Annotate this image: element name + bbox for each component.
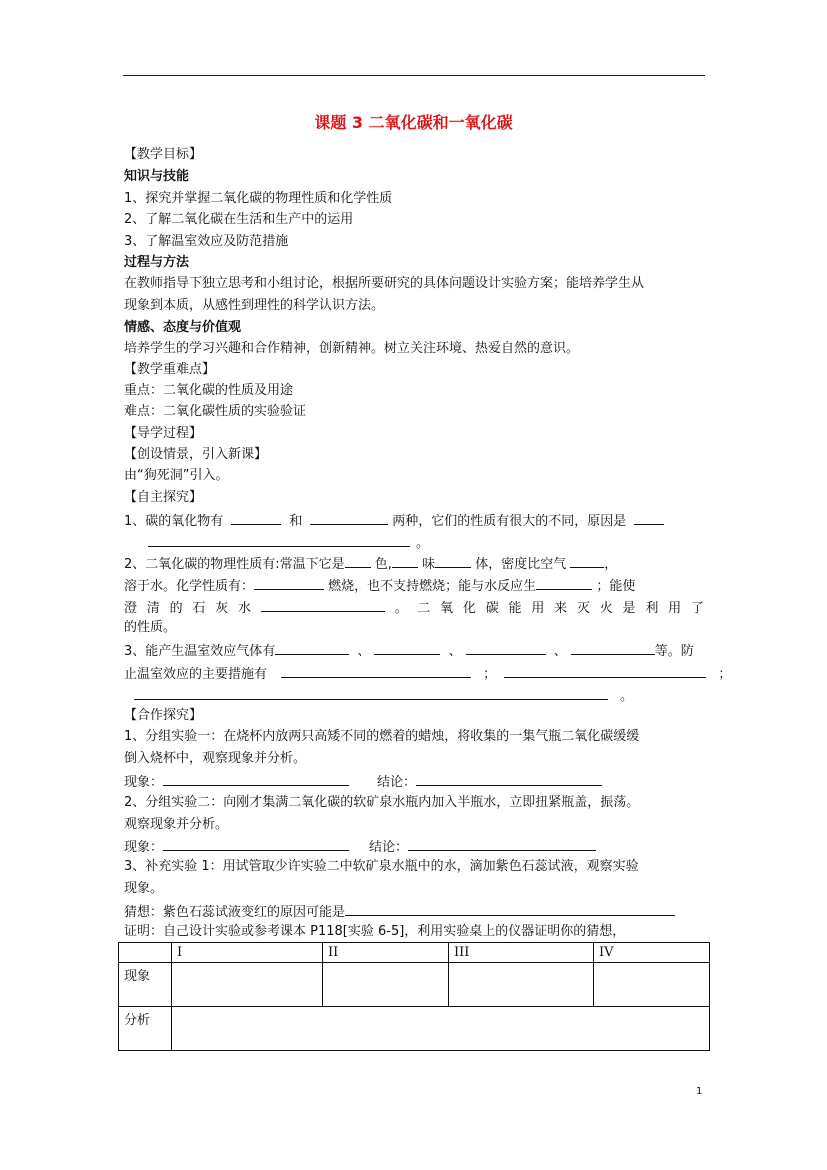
table-header-cell: IV — [594, 943, 710, 963]
experiment-1-result: 现象： 结论： — [124, 772, 602, 792]
experiment-2-line-2: 观察现象并分析。 — [124, 817, 229, 832]
question-2-line-2: 溶于水。化学性质有： 燃烧，也不支持燃烧；能与水反应生 ；能使 — [124, 576, 635, 596]
blank[interactable] — [392, 554, 418, 568]
blank[interactable] — [261, 598, 385, 612]
experiment-1-line-1: 1、分组实验一：在烧杯内放两只高矮不同的燃着的蜡烛，将收集的一集气瓶二氧化碳缓缓 — [124, 729, 640, 744]
objectives-heading: 【教学目标】 — [124, 147, 203, 162]
question-1-line-2: 。 — [124, 533, 429, 553]
difficult-point: 难点：二氧化碳性质的实验验证 — [124, 404, 307, 419]
blank[interactable] — [571, 641, 655, 655]
table-cell[interactable] — [172, 1007, 710, 1051]
question-3-line-3: 。 — [124, 686, 633, 706]
table-row-label: 分析 — [119, 1007, 172, 1051]
process-line-2: 现象到本质，从感性到理性的科学认识方法。 — [124, 298, 385, 313]
blank[interactable] — [374, 641, 440, 655]
blank[interactable] — [570, 554, 604, 568]
table-header-cell: I — [172, 943, 323, 963]
blank[interactable] — [416, 772, 602, 786]
blank[interactable] — [408, 837, 596, 851]
experiment-2-line-1: 2、分组实验二：向刚才集满二氧化碳的软矿泉水瓶内加入半瓶水，立即扭紧瓶盖，振荡。 — [124, 795, 640, 810]
blank[interactable] — [163, 837, 349, 851]
knowledge-heading: 知识与技能 — [124, 169, 190, 184]
guide-heading: 【导学过程】 — [124, 426, 203, 441]
knowledge-item-2: 2、了解二氧化碳在生活和生产中的运用 — [124, 212, 354, 227]
table-header-cell: II — [323, 943, 449, 963]
table-cell[interactable] — [323, 963, 449, 1007]
blank[interactable] — [275, 641, 349, 655]
knowledge-item-1: 1、探究并掌握二氧化碳的物理性质和化学性质 — [124, 191, 393, 206]
blank[interactable] — [634, 511, 664, 525]
proof-line: 证明：自己设计实验或参考课本 P118[实验 6-5]，利用实验桌上的仪器证明你的猜想， — [124, 924, 626, 939]
keypoints-heading: 【教学重难点】 — [124, 362, 216, 377]
emotion-line: 培养学生的学习兴趣和合作精神，创新精神。树立关注环境、热爱自然的意识。 — [124, 341, 580, 356]
process-heading: 过程与方法 — [124, 255, 190, 270]
guess-line: 猜想：紫色石蕊试液变红的原因可能是 — [124, 902, 675, 922]
scene-line: 由“狗死洞”引入。 — [124, 468, 229, 483]
blank[interactable] — [504, 664, 706, 678]
blank[interactable] — [148, 533, 410, 547]
blank[interactable] — [310, 511, 388, 525]
blank[interactable] — [134, 686, 608, 700]
coop-heading: 【合作探究】 — [124, 708, 203, 723]
table-row — [119, 963, 710, 1007]
blank[interactable] — [254, 576, 324, 590]
table-cell[interactable] — [594, 963, 710, 1007]
experiment-3-line-2: 现象。 — [124, 881, 164, 896]
blank[interactable] — [466, 641, 546, 655]
question-3-line-2: 止温室效应的主要措施有 ； ； — [124, 664, 731, 684]
table-header-cell: III — [449, 943, 594, 963]
process-line-1: 在教师指导下独立思考和小组讨论，根据所要研究的具体问题设计实验方案；能培养学生从 — [124, 276, 645, 291]
page-number: 1 — [696, 1086, 703, 1097]
table-header-row — [119, 943, 710, 963]
scene-heading: 【创设情景，引入新课】 — [124, 447, 268, 462]
page-title: 课题 3 二氧化碳和一氧化碳 — [314, 113, 513, 132]
header-rule — [123, 75, 705, 76]
experiment-3-line-1: 3、补充实验 1：用试管取少许实验二中软矿泉水瓶中的水，滴加紫色石蕊试液，观察实验 — [124, 859, 639, 874]
blank[interactable] — [536, 576, 592, 590]
blank[interactable] — [231, 511, 281, 525]
table-cell[interactable] — [172, 963, 323, 1007]
question-2-line-1: 2、二氧化碳的物理性质有:常温下它是 色, 味 体，密度比空气 ， — [124, 554, 617, 574]
experiment-1-line-2: 倒入烧杯中，观察现象并分析。 — [124, 751, 307, 766]
table-row — [119, 1007, 710, 1051]
blank[interactable] — [163, 772, 349, 786]
question-2-line-4: 的性质。 — [124, 620, 177, 635]
experiment-2-result: 现象： 结论： — [124, 837, 596, 857]
blank[interactable] — [345, 902, 675, 916]
question-2-line-3: 澄 清 的 石 灰 水 。 二 氧 化 碳 能 用 来 灭 火 是 利 用 了 — [124, 598, 704, 618]
table-cell[interactable] — [449, 963, 594, 1007]
self-heading: 【自主探究】 — [124, 490, 203, 505]
table-header-cell — [119, 943, 172, 963]
blank[interactable] — [281, 664, 471, 678]
key-point: 重点：二氧化碳的性质及用途 — [124, 383, 294, 398]
blank[interactable] — [345, 554, 371, 568]
question-3-line-1: 3、能产生温室效应气体有 、 、 、 等。防 — [124, 641, 694, 661]
emotion-heading: 情感、态度与价值观 — [124, 320, 242, 335]
knowledge-item-3: 3、了解温室效应及防范措施 — [124, 234, 289, 249]
table-row-label: 现象 — [119, 963, 172, 1007]
experiment-table — [118, 942, 710, 1051]
question-1-line-1: 1、碳的氧化物有 和 两种，它们的性质有很大的不同，原因是 — [124, 511, 664, 531]
blank[interactable] — [435, 554, 471, 568]
